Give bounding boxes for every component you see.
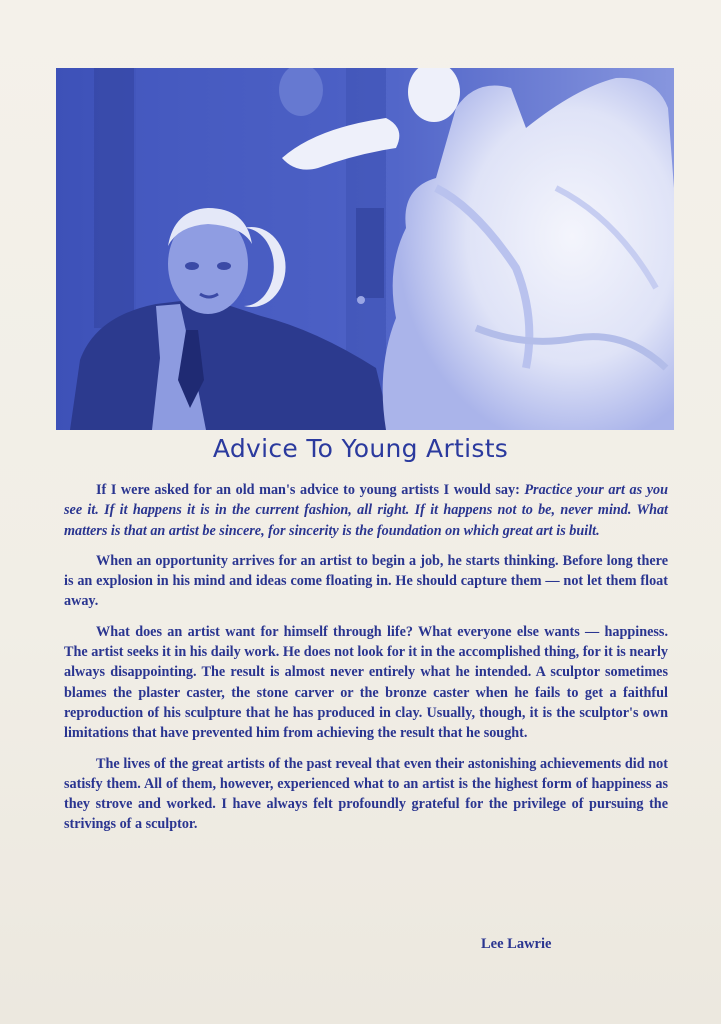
paragraph-3: What does an artist want for himself through life? What everyone else wants — happiness. The artist seeks it in his daily work. He does not look for it in the accomplished thing, for it is nearly always disappointing. The result is almost never entirely what he intended. A sculptor sometimes blames the plaster caster, the stone carver or the bronze caster when he fails to get a faithful reproduction of his sculpture that he has produced in clay. Usually, though, it is the sculptor's own limitations that have prevented him from achieving the result that he sought. xyxy=(64,623,668,742)
portrait-photo xyxy=(56,68,674,430)
paragraph-1-quote: Practice your art as you see it. If it happens it is in the current fashion, all right. If it happens not to be, never mind. What matters is that an artist be sincere, for sincerity is the foundation on which great art is built. xyxy=(64,482,668,539)
article-body xyxy=(64,480,668,835)
page-title: Advice To Young Artists xyxy=(212,434,509,463)
paragraph-1-intro: If I were asked for an old man's advice to young artists I would say: xyxy=(96,482,520,498)
paragraph-1 xyxy=(64,480,668,541)
paragraph-4: The lives of the great artists of the past reveal that even their astonishing achievements did not satisfy them. All of them, however, experienced what to an artist is the highest form of happiness as they strove and worked. I have always felt profoundly grateful for the privilege of pursuing the strivings of a sculptor. xyxy=(64,755,668,833)
paragraph-2: When an opportunity arrives for an artist to begin a job, he starts thinking. Before long there is an explosion in his mind and ideas come floating in. He should capture them — not let them float away. xyxy=(64,552,668,610)
author-signature: Lee Lawrie xyxy=(481,936,552,952)
photo-illustration xyxy=(56,68,674,430)
